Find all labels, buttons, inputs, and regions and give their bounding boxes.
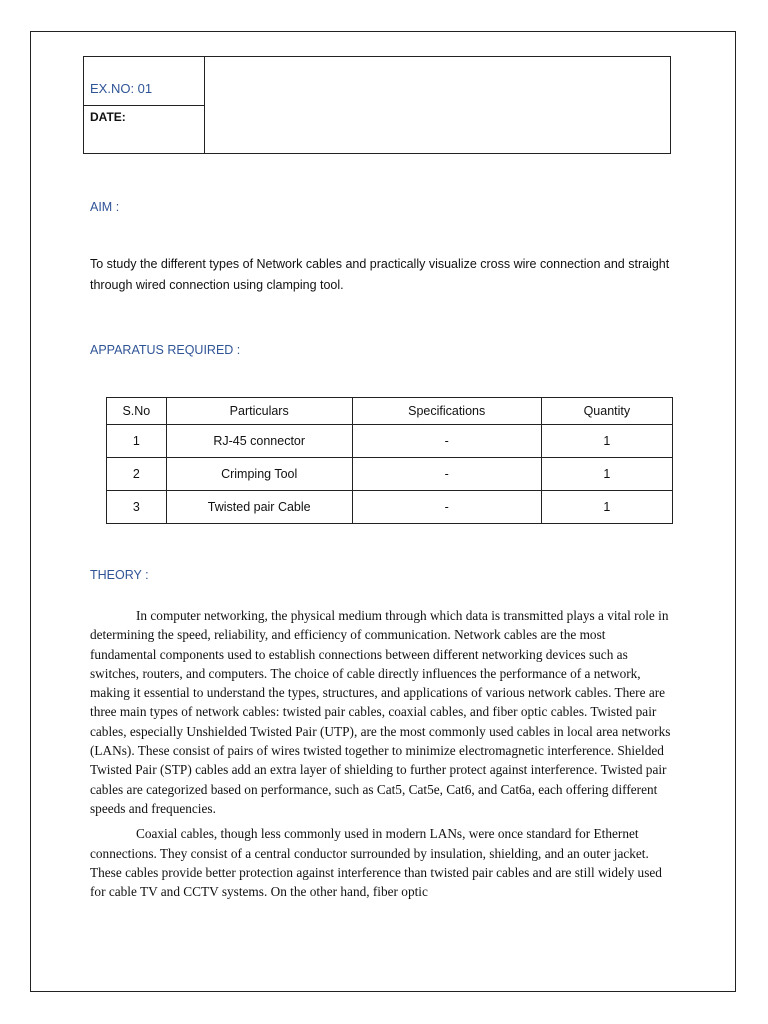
header-left-cell <box>84 57 205 153</box>
apparatus-table <box>106 397 673 524</box>
exercise-number: EX.NO: 01 <box>90 81 153 96</box>
table-cell: Twisted pair Cable <box>166 491 352 524</box>
theory-paragraph: Coaxial cables, though less commonly used in modern LANs, were once standard for Ethernet connections. They consist of a central conductor surrounded by insulation, shielding, and an outer jacket. These cables provide better protection against interference than twisted pair cables and are still widely used for cable TV and CCTV systems. On the other hand, fiber optic <box>90 826 662 900</box>
theory-body <box>90 606 671 907</box>
table-cell: 1 <box>107 425 167 458</box>
header-divider <box>84 105 205 106</box>
apparatus-heading: APPARATUS REQUIRED : <box>90 343 241 357</box>
table-cell: - <box>352 458 541 491</box>
table-cell: - <box>352 491 541 524</box>
table-header-cell: Specifications <box>352 398 541 425</box>
table-cell: Crimping Tool <box>166 458 352 491</box>
header-box <box>83 56 671 154</box>
table-header-cell: S.No <box>107 398 167 425</box>
table-row <box>107 491 673 524</box>
table-cell: 2 <box>107 458 167 491</box>
table-header-row <box>107 398 673 425</box>
theory-paragraph: In computer networking, the physical medium through which data is transmitted plays a vital role in determining the speed, reliability, and efficiency of communication. Network cables are the most fundamental components used to establish connections between different networking devices such as switches, routers, and computers. The choice of cable directly influences the performance of a network, making it essential to understand the types, structures, and applications of various network cables. There are three main types of network cables: twisted pair cables, coaxial cables, and fiber optic cables. Twisted pair cables, especially Unshielded Twisted Pair (UTP), are the most commonly used cables in local area networks (LANs). These consist of pairs of wires twisted together to minimize electromagnetic interference. Shielded Twisted Pair (STP) cables add an extra layer of shielding to further protect against interference. Twisted pair cables are categorized based on performance, such as Cat5, Cat5e, Cat6, and Cat6a, each offering different speeds and frequencies. <box>90 608 671 816</box>
table-cell: - <box>352 425 541 458</box>
table-cell: 1 <box>541 491 672 524</box>
table-cell: RJ-45 connector <box>166 425 352 458</box>
table-cell: 1 <box>541 458 672 491</box>
aim-heading: AIM : <box>90 200 120 214</box>
aim-text: To study the different types of Network cables and practically visualize cross wire connection and straight through wired connection using clamping tool. <box>90 257 670 292</box>
theory-heading: THEORY : <box>90 568 149 582</box>
table-row <box>107 425 673 458</box>
table-cell: 1 <box>541 425 672 458</box>
table-header-cell: Quantity <box>541 398 672 425</box>
table-cell: 3 <box>107 491 167 524</box>
table-header-cell: Particulars <box>166 398 352 425</box>
table-row <box>107 458 673 491</box>
date-label: DATE: <box>90 110 126 124</box>
